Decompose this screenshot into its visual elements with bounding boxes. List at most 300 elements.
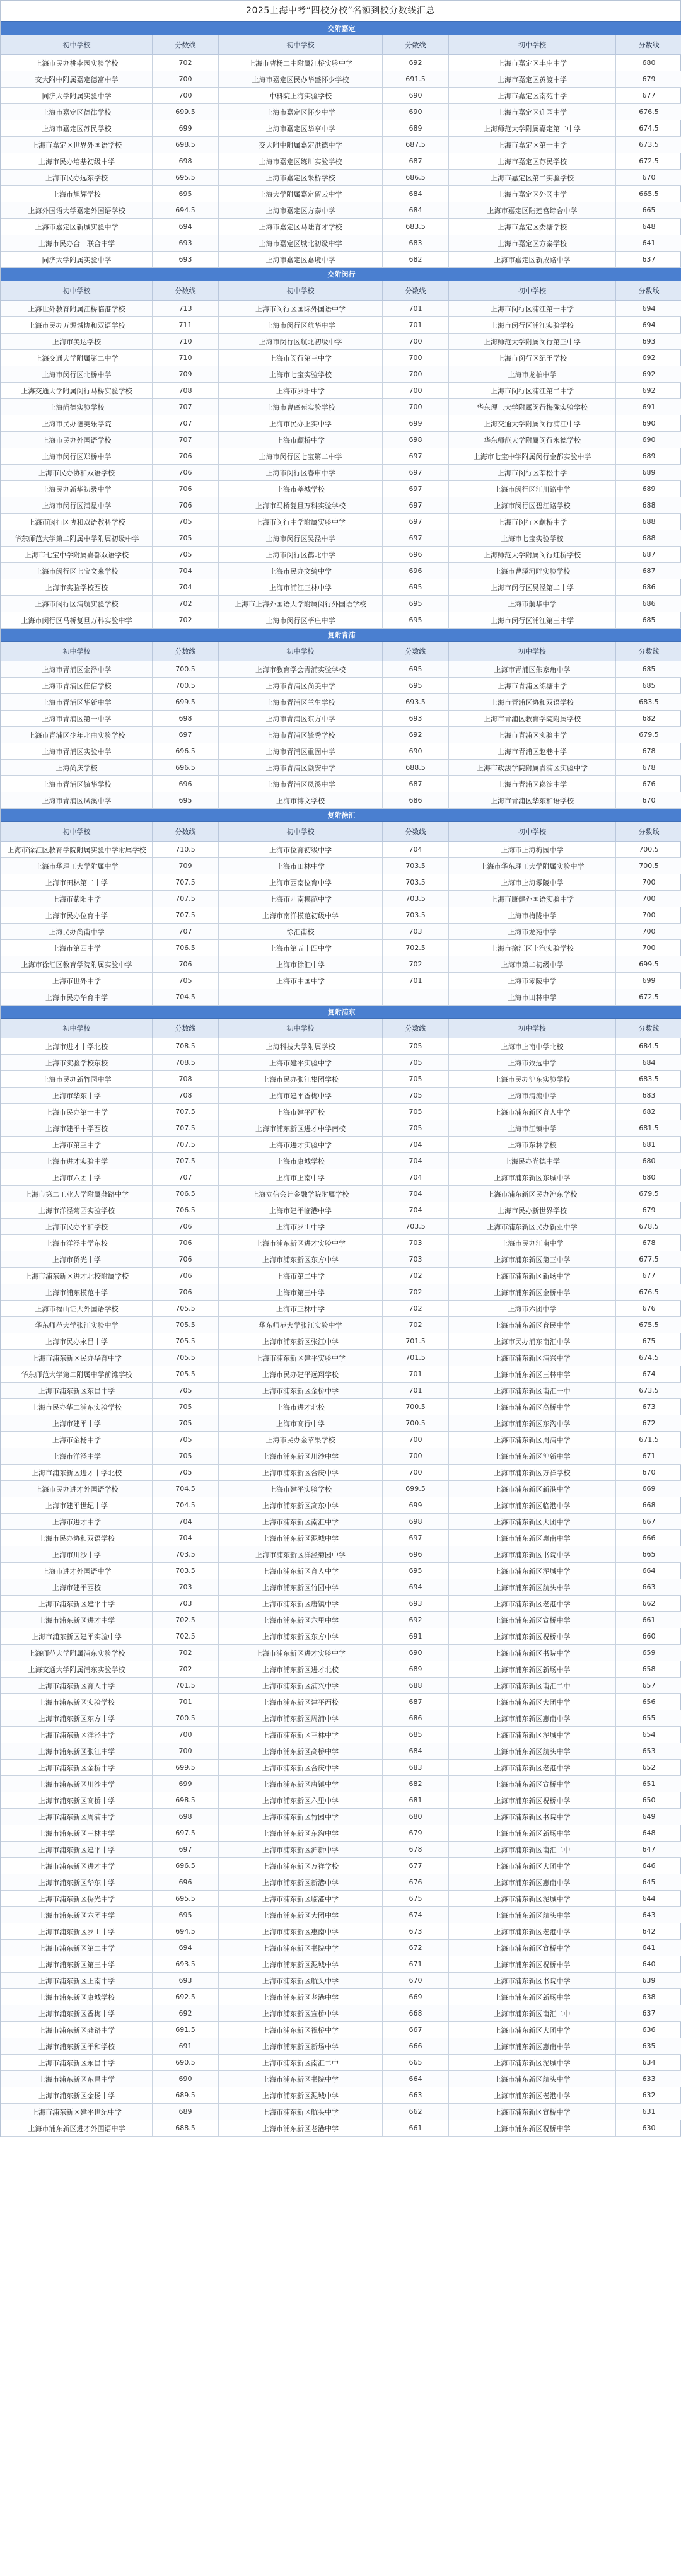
school-name: 上海市闵行区马桥复旦万科实验中学 [1, 612, 153, 629]
school-name: 上海尚庆学校 [1, 760, 153, 776]
score-cell: 672 [616, 1415, 681, 1432]
score-cell: 702 [153, 1645, 219, 1661]
school-name: 上海市浦东新区进才中学北校 [1, 1465, 153, 1481]
table-row [1, 1579, 681, 1596]
score-cell: 705 [153, 547, 219, 563]
school-name: 交大附中附属嘉定洪德中学 [219, 137, 383, 153]
school-name: 上海市青浦区毓华学校 [1, 776, 153, 792]
score-cell: 703 [383, 1235, 449, 1251]
school-name: 华东师范大学张江实验中学 [1, 1317, 153, 1333]
score-cell: 701 [383, 1383, 449, 1399]
school-name: 上海市青浦区尚美中学 [219, 678, 383, 694]
header-school: 初中学校 [1, 1019, 153, 1038]
table-row [1, 1153, 681, 1169]
score-cell: 637 [616, 2005, 681, 2022]
score-cell: 641 [616, 235, 681, 252]
school-name: 上海市旭辉学校 [1, 186, 153, 202]
score-cell: 681 [616, 1137, 681, 1153]
score-cell: 702 [153, 55, 219, 71]
table-row [1, 1956, 681, 1973]
school-name: 上海市建平世纪中学 [1, 1497, 153, 1514]
school-name: 上海市福山证大外国语学校 [1, 1301, 153, 1317]
table-row [1, 760, 681, 776]
score-cell: 697 [383, 514, 449, 530]
school-name: 上海市浦东新区进才外国语中学 [1, 2120, 153, 2137]
table-row [1, 694, 681, 711]
table-row [1, 2120, 681, 2137]
score-cell: 700 [383, 383, 449, 399]
school-name: 上海市民办华育中学 [1, 989, 153, 1006]
school-name: 上海市浦东新区南汇二中 [449, 1842, 616, 1858]
score-cell: 664 [616, 1563, 681, 1579]
score-cell: 669 [616, 1481, 681, 1497]
header-school: 初中学校 [1, 35, 153, 55]
score-cell: 637 [616, 252, 681, 268]
table-row [1, 1120, 681, 1137]
score-cell: 657 [616, 1678, 681, 1694]
score-cell: 689 [616, 465, 681, 481]
score-cell: 689 [616, 448, 681, 465]
school-name: 上海市闵行区颛桥中学 [449, 514, 616, 530]
table-row [1, 1465, 681, 1481]
score-cell: 705 [153, 514, 219, 530]
table-row [1, 596, 681, 612]
score-cell: 702.5 [153, 1628, 219, 1645]
school-name: 上海市浦东新区上南中学 [1, 1973, 153, 1989]
school-name: 上海市浦东新区大团中学 [449, 1514, 616, 1530]
score-cell: 682 [383, 1776, 449, 1792]
school-name: 上海师范大学附属嘉定第二中学 [449, 120, 616, 137]
score-cell: 707 [153, 399, 219, 415]
school-name: 上海市徐汇区上汽实验学校 [449, 940, 616, 956]
school-name: 上海市浦东新区洋泾菊园中学 [219, 1546, 383, 1563]
school-name: 上海市民办第一中学 [1, 1104, 153, 1120]
school-name: 上海立信会计金融学院附属学校 [219, 1186, 383, 1202]
table-row [1, 1366, 681, 1383]
school-name: 上海市西南模范中学 [219, 891, 383, 907]
school-name: 上海市浦东新区书院中学 [219, 1940, 383, 1956]
score-cell: 695 [383, 1563, 449, 1579]
school-name: 上海市康健外国语实验中学 [449, 891, 616, 907]
score-cell: 693 [383, 711, 449, 727]
school-name: 上海市浦东新区民办沪东学校 [449, 1186, 616, 1202]
school-name: 同济大学附属实验中学 [1, 88, 153, 104]
score-cell: 645 [616, 1874, 681, 1891]
score-cell: 690 [616, 415, 681, 432]
score-cell: 678.5 [616, 1219, 681, 1235]
score-cell: 680 [616, 1153, 681, 1169]
school-name: 上海市侨光中学 [1, 1251, 153, 1268]
score-cell: 703 [153, 1579, 219, 1596]
score-cell: 670 [616, 170, 681, 186]
school-name: 上海市浦东新区建平中学 [1, 1596, 153, 1612]
school-name: 上海市浦东新区泥城中学 [449, 1727, 616, 1743]
score-cell: 705 [153, 1432, 219, 1448]
score-cell: 700 [383, 1432, 449, 1448]
score-cell: 703.5 [383, 1219, 449, 1235]
school-name: 上海市青浦区凤溪中学 [1, 792, 153, 809]
school-name: 上海市浦东新区华东中学 [1, 1874, 153, 1891]
table-row [1, 186, 681, 202]
school-name: 上海市浦东新区南汇中学 [219, 1514, 383, 1530]
score-cell: 675 [383, 1891, 449, 1907]
score-cell: 644 [616, 1891, 681, 1907]
score-cell: 697 [383, 448, 449, 465]
school-name: 上海市嘉定区嘉境中学 [219, 252, 383, 268]
school-name: 上海市浦东新区航头中学 [219, 2104, 383, 2120]
school-name: 上海市浦东新区周浦中学 [219, 1710, 383, 1727]
table-row [1, 2055, 681, 2071]
school-name: 上海市浦东新区侨光中学 [1, 1891, 153, 1907]
table-row [1, 2104, 681, 2120]
score-cell: 688 [616, 514, 681, 530]
school-name: 上海市浦东新区三林中学 [449, 1366, 616, 1383]
school-name: 上海民办尚德中学 [449, 1153, 616, 1169]
score-cell: 705 [153, 1399, 219, 1415]
school-name: 上海市浦东新区进才实验中学 [219, 1235, 383, 1251]
score-cell: 700 [153, 88, 219, 104]
score-cell: 672 [383, 1940, 449, 1956]
school-name: 上海市第三中学 [1, 1137, 153, 1153]
school-name: 上海市浦东新区康城学校 [1, 1989, 153, 2005]
school-name: 上海交通大学附属闵行马桥实验学校 [1, 383, 153, 399]
score-cell: 684 [383, 202, 449, 219]
school-name: 上海市青浦区毓秀学校 [219, 727, 383, 743]
table-row [1, 1727, 681, 1743]
score-cell: 706.5 [153, 1186, 219, 1202]
school-name: 上海市浦东新区第二中学 [1, 1940, 153, 1956]
school-name: 上海市浦东新区新场中学 [219, 2038, 383, 2055]
school-name: 上海市浦东新区老港中学 [219, 1989, 383, 2005]
school-name: 上海市徐汇区教育学院附属实验中学附属学校 [1, 842, 153, 858]
school-name: 上海市浦东新区沪新中学 [449, 1448, 616, 1465]
score-cell: 695 [383, 661, 449, 678]
table-row [1, 1169, 681, 1186]
school-name: 上海市闵行第三中学 [219, 350, 383, 366]
score-cell: 692 [153, 2005, 219, 2022]
table-row [1, 1071, 681, 1088]
school-name: 上海市浦东新区育人中学 [1, 1678, 153, 1694]
table-row [1, 940, 681, 956]
school-name: 上海市嘉定区第一中学 [449, 137, 616, 153]
school-name: 上海市第二初级中学 [449, 956, 616, 973]
score-cell: 705 [383, 1120, 449, 1137]
score-cell: 706.5 [153, 1202, 219, 1219]
score-cell: 705 [383, 1071, 449, 1088]
score-cell: 671 [383, 1956, 449, 1973]
table-row [1, 1710, 681, 1727]
score-cell: 704 [383, 1137, 449, 1153]
table-row [1, 1448, 681, 1465]
school-name: 上海市嘉定区方泰中学 [219, 202, 383, 219]
score-cell: 687 [616, 547, 681, 563]
score-cell: 656 [616, 1694, 681, 1710]
score-cell: 662 [383, 2104, 449, 2120]
score-cell: 705.5 [153, 1301, 219, 1317]
school-name: 上海市浦东新区洋泾中学 [1, 1727, 153, 1743]
score-cell: 702 [153, 612, 219, 629]
section-header [1, 629, 681, 642]
school-name: 上海市浦东新区新场中学 [449, 1661, 616, 1678]
score-cell: 679.5 [616, 1186, 681, 1202]
school-name: 上海市上海梅园中学 [449, 842, 616, 858]
table-row [1, 170, 681, 186]
school-name: 上海市浦东新区东昌中学 [1, 2071, 153, 2087]
score-cell: 701 [383, 317, 449, 334]
table-row [1, 252, 681, 268]
school-name: 上海市梅陇中学 [449, 907, 616, 924]
score-cell: 707 [153, 432, 219, 448]
score-cell: 700 [616, 891, 681, 907]
school-name: 上海市进才中学北校 [1, 1038, 153, 1055]
section-header [1, 22, 681, 35]
school-name: 上海市浦东新区东方中学 [219, 1251, 383, 1268]
school-name: 上海市浦东新区航头中学 [449, 1743, 616, 1760]
score-cell: 700.5 [153, 661, 219, 678]
school-name: 上海市浦东新区东城中学 [449, 1169, 616, 1186]
score-cell: 709 [153, 858, 219, 874]
score-cell: 671 [616, 1448, 681, 1465]
school-name: 上海交通大学附属浦东实验学校 [1, 1661, 153, 1678]
score-cell: 694 [616, 301, 681, 317]
score-cell: 706 [153, 956, 219, 973]
header-score: 分数线 [616, 642, 681, 661]
school-name: 上海市浦东新区竹园中学 [219, 1809, 383, 1825]
school-name: 上海市浦东新区新港中学 [219, 1874, 383, 1891]
school-name: 上海市浦东新区大团中学 [449, 1858, 616, 1874]
column-header-row [1, 35, 681, 55]
header-score: 分数线 [616, 1019, 681, 1038]
school-name: 上海市浦东新区大团中学 [449, 2022, 616, 2038]
school-name: 上海市民办桃李园实验学校 [1, 55, 153, 71]
score-cell: 705 [383, 1088, 449, 1104]
score-cell: 647 [616, 1842, 681, 1858]
school-name: 上海市浦东新区泥城中学 [449, 1563, 616, 1579]
score-cell: 696 [153, 776, 219, 792]
school-name: 上海市建平中学西校 [1, 1120, 153, 1137]
score-cell: 691 [616, 399, 681, 415]
school-name: 上海市七宝实验学校 [219, 366, 383, 383]
table-row [1, 776, 681, 792]
score-cell: 697 [383, 497, 449, 514]
score-cell: 705 [383, 1038, 449, 1055]
score-cell: 646 [616, 1858, 681, 1874]
score-cell: 705 [153, 1448, 219, 1465]
score-cell: 679 [383, 1825, 449, 1842]
school-name: 交大附中附属嘉定德富中学 [1, 71, 153, 88]
school-name: 上海师范大学附属浦东实验学校 [1, 1645, 153, 1661]
school-name: 上海市民办建平远翔学校 [219, 1366, 383, 1383]
school-name: 上海市嘉定区世界外国语学校 [1, 137, 153, 153]
score-cell: 705 [383, 1055, 449, 1071]
school-name: 上海市浦东新区三林中学 [219, 1727, 383, 1743]
score-cell: 677 [383, 1858, 449, 1874]
school-name: 上海师范大学附属闵行虹桥学校 [449, 547, 616, 563]
table-row [1, 1333, 681, 1350]
score-cell: 700.5 [153, 678, 219, 694]
score-cell: 681.5 [616, 1120, 681, 1137]
school-name: 上海市闵行区江川路中学 [449, 481, 616, 497]
school-name: 上海市浦东新区民办华育中学 [1, 1350, 153, 1366]
score-cell: 706 [153, 1219, 219, 1235]
header-score: 分数线 [153, 35, 219, 55]
school-name: 上海市曹蓬苑实验学校 [219, 399, 383, 415]
school-name: 上海市民办浦东南汇中学 [449, 1333, 616, 1350]
score-cell: 633 [616, 2071, 681, 2087]
score-cell: 683 [616, 1088, 681, 1104]
score-cell: 697 [383, 530, 449, 547]
school-name: 上海市青浦区协和双语学校 [449, 694, 616, 711]
score-cell: 639 [616, 1973, 681, 1989]
school-name: 上海市致远中学 [449, 1055, 616, 1071]
school-name: 上海市第四中学 [1, 940, 153, 956]
school-name: 上海市浦东新区大团中学 [449, 1694, 616, 1710]
header-score: 分数线 [383, 822, 449, 842]
score-cell: 699.5 [616, 956, 681, 973]
school-name: 上海市清流中学 [449, 1088, 616, 1104]
school-name: 上海市闵行中学附属实验中学 [219, 514, 383, 530]
school-name: 上海市浦东新区张江中学 [1, 1743, 153, 1760]
school-name: 上海市浦东新区合庆中学 [219, 1465, 383, 1481]
school-name: 上海市民办永昌中学 [1, 1333, 153, 1350]
header-school: 初中学校 [219, 822, 383, 842]
table-row [1, 743, 681, 760]
school-name: 华东师范大学第二附属中学附属初级中学 [1, 530, 153, 547]
score-cell: 707 [153, 924, 219, 940]
score-cell: 697 [153, 1842, 219, 1858]
school-name: 上海市青浦区佳信学校 [1, 678, 153, 694]
school-name: 华东师范大学附属闵行永德学校 [449, 432, 616, 448]
school-name: 上海市实验学校西校 [1, 579, 153, 596]
score-cell: 689.5 [153, 2087, 219, 2104]
score-cell: 660 [616, 1628, 681, 1645]
score-cell: 680 [616, 1169, 681, 1186]
school-name: 上海市嘉定区黄渡中学 [449, 71, 616, 88]
table-row [1, 1481, 681, 1497]
school-name: 上海市民办万源城协和双语学校 [1, 317, 153, 334]
table-row [1, 711, 681, 727]
score-cell: 710.5 [153, 842, 219, 858]
score-cell: 702.5 [383, 940, 449, 956]
school-name: 上海市浦东新区宣桥中学 [449, 1940, 616, 1956]
score-cell: 706 [153, 481, 219, 497]
score-cell [383, 989, 449, 1006]
score-cell: 689 [383, 120, 449, 137]
school-name: 上海市浦东新区川沙中学 [219, 1448, 383, 1465]
school-name: 上海市青浦区少年北曲实验学校 [1, 727, 153, 743]
score-cell: 698.5 [153, 1792, 219, 1809]
school-name: 上海市罗阳中学 [219, 383, 383, 399]
table-row [1, 1694, 681, 1710]
school-name: 上海市浦东新区进才中学 [1, 1612, 153, 1628]
score-cell: 703.5 [383, 907, 449, 924]
column-header-row [1, 822, 681, 842]
table-row [1, 1678, 681, 1694]
score-cell: 704.5 [153, 1497, 219, 1514]
score-cell: 632 [616, 2087, 681, 2104]
score-cell: 699.5 [383, 1481, 449, 1497]
school-name: 上海市嘉定区苏民学校 [1, 120, 153, 137]
score-cell: 701.5 [383, 1333, 449, 1350]
score-cell: 686 [616, 579, 681, 596]
table-row [1, 2038, 681, 2055]
score-cell: 700.5 [616, 842, 681, 858]
score-cell: 693 [153, 252, 219, 268]
school-name: 上海市上南中学北校 [449, 1038, 616, 1055]
score-cell: 689 [616, 481, 681, 497]
table-row [1, 1383, 681, 1399]
school-name: 上海市浦东新区第三中学 [449, 1251, 616, 1268]
school-name: 上海市第五十四中学 [219, 940, 383, 956]
school-name: 上海市浦东新区进才中学南校 [219, 1120, 383, 1137]
school-name: 上海市浦东新区建平西校 [219, 1694, 383, 1710]
score-cell: 690 [383, 1645, 449, 1661]
score-cell: 678 [616, 743, 681, 760]
score-cell: 683 [383, 235, 449, 252]
score-cell: 706 [153, 497, 219, 514]
school-name: 上海市浦东新区祝桥中学 [449, 1956, 616, 1973]
score-cell: 702 [153, 1661, 219, 1678]
score-cell: 696 [153, 1874, 219, 1891]
score-cell: 631 [616, 2104, 681, 2120]
school-name: 上海市浦东新区龚路中学 [1, 2022, 153, 2038]
school-name: 上海市浦东新区建平实验中学 [219, 1350, 383, 1366]
school-name: 上海市浦东新区宣桥中学 [219, 2005, 383, 2022]
score-cell: 694.5 [153, 202, 219, 219]
score-cell: 692.5 [153, 1989, 219, 2005]
score-cell: 670 [616, 1465, 681, 1481]
school-name: 上海市进才实验中学 [1, 1153, 153, 1169]
school-name: 上海市紫阳中学 [1, 891, 153, 907]
school-name: 上海市浦东新区育民中学 [449, 1317, 616, 1333]
school-name: 上海市浦东新区航头中学 [449, 1907, 616, 1923]
table-row [1, 1825, 681, 1842]
score-cell: 670 [383, 1973, 449, 1989]
school-name: 上海市七宝中学附属嘉都双语学校 [1, 547, 153, 563]
school-name: 上海市嘉定区陆莲宫综合中学 [449, 202, 616, 219]
school-name: 上海市浦东新区老港中学 [449, 1596, 616, 1612]
header-school: 初中学校 [449, 822, 616, 842]
school-name: 上海市青浦区兰生学校 [219, 694, 383, 711]
school-name: 上海市浦东新区唐镇中学 [219, 1596, 383, 1612]
score-cell: 684.5 [616, 1038, 681, 1055]
school-name: 上海市民办外国语学校 [1, 432, 153, 448]
school-name: 上海市嘉定区朱桥学校 [219, 170, 383, 186]
table-row [1, 1055, 681, 1071]
table-row [1, 317, 681, 334]
score-cell: 638 [616, 1989, 681, 2005]
score-cell: 699.5 [153, 1760, 219, 1776]
school-name: 上海市浦东模范中学 [1, 1284, 153, 1301]
score-cell: 704.5 [153, 1481, 219, 1497]
school-name: 上海市马桥复旦万科实验学校 [219, 497, 383, 514]
score-cell: 700 [153, 71, 219, 88]
score-cell: 655 [616, 1710, 681, 1727]
school-name: 上海市浦东新区宣桥中学 [449, 1612, 616, 1628]
score-cell: 701 [383, 301, 449, 317]
school-name: 上海市闵行区浦星中学 [1, 497, 153, 514]
score-cell: 703.5 [153, 1563, 219, 1579]
score-cell: 685 [383, 1727, 449, 1743]
school-name: 上海外国语大学嘉定外国语学校 [1, 202, 153, 219]
score-cell: 652 [616, 1760, 681, 1776]
school-name: 上海市浦东新区老港中学 [449, 2087, 616, 2104]
table-row [1, 1530, 681, 1546]
score-cell: 696.5 [153, 1858, 219, 1874]
school-name: 上海市川沙中学 [1, 1546, 153, 1563]
school-name: 上海市浦东新区东方中学 [1, 1710, 153, 1727]
score-cell: 694 [616, 317, 681, 334]
